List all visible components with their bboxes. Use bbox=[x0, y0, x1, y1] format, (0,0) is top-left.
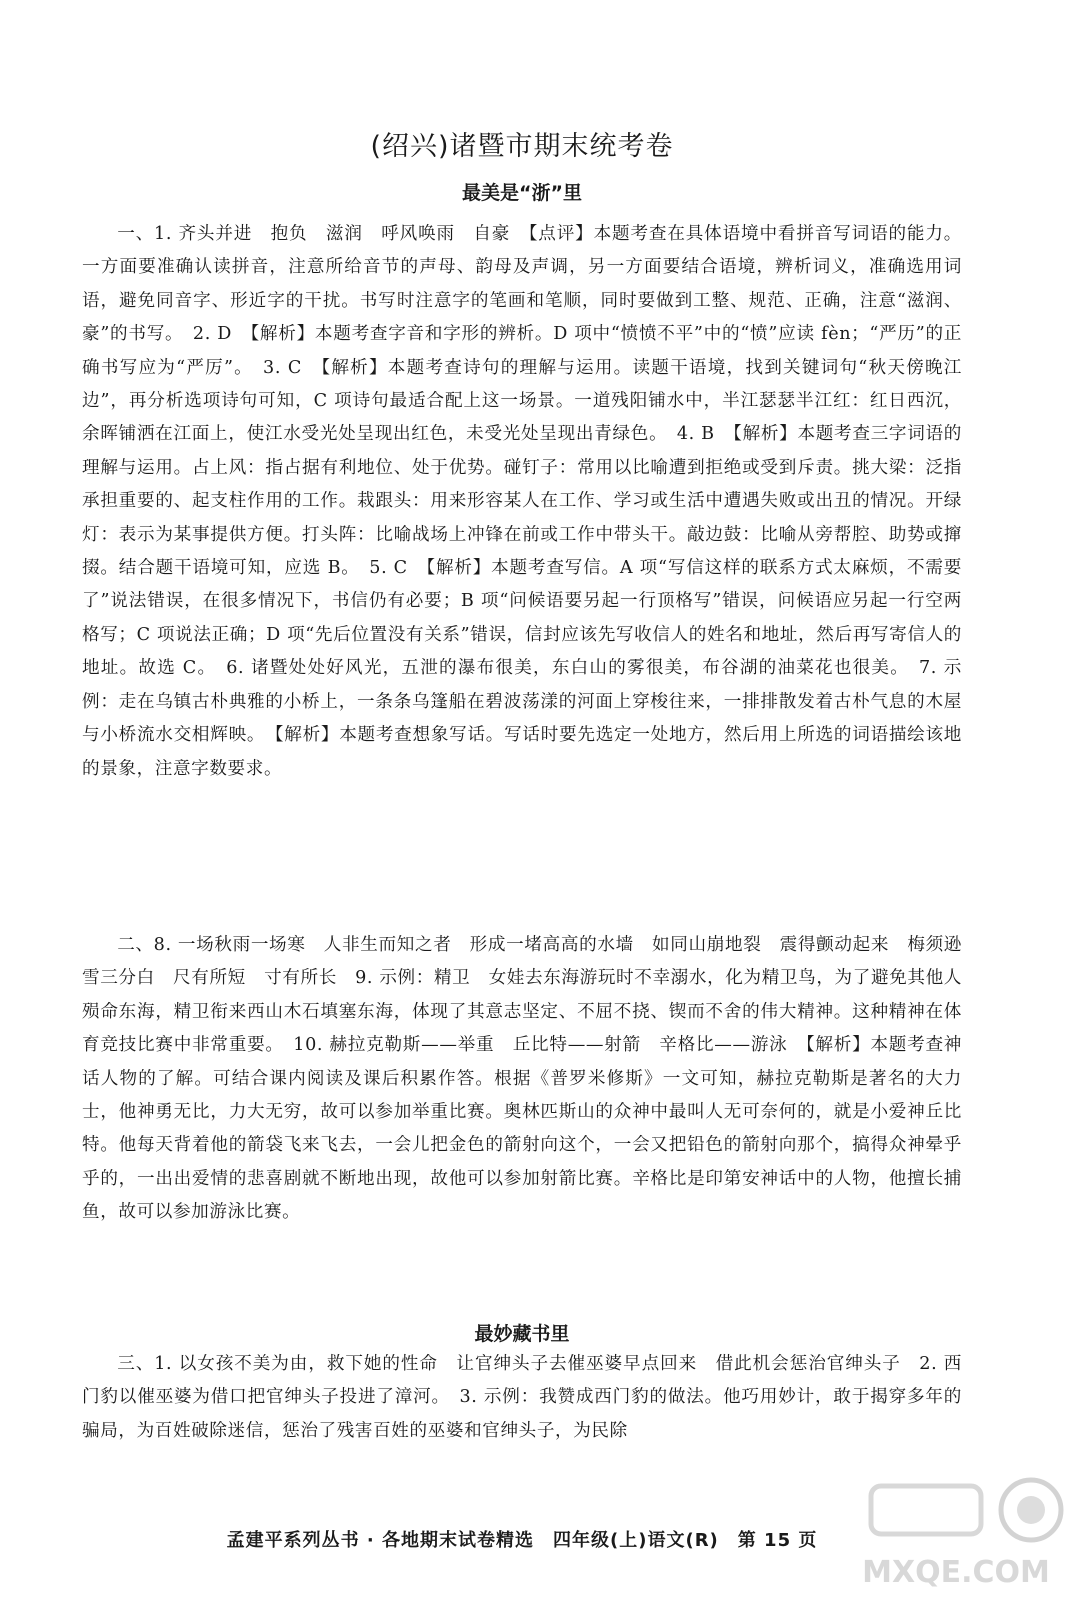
section-heading-1: 最美是“浙”里 bbox=[462, 182, 582, 204]
section-heading-2: 最妙藏书里 bbox=[474, 1323, 570, 1345]
answer-text-1: 一、1. 齐头并进 抱负 滋润 呼风唤雨 自豪 【点评】本题考查在具体语境中看拼音写词语的能力。一方面要准确认读拼音，注意所给音节的声母、韵母及声调，另一方面要结合语境，辨析词义，准确选用词语，避免同音字、形近字的干扰。书写时注意字的笔画和笔顺，同时要做到工整、规范、正确，注意“滋润、豪”的书写。 2. D 【解析】本题考查字音和字形的辨析。D 项中“愤愤不平”中的“愤”应读 fèn；“严历”的正确书写应为“严厉”。 3. C 【解析】本题考查诗句的理解与运用。读题干语境，找到关键词句“秋天傍晚江边”，再分析选项诗句可知，C 项诗句最适合配上这一场景。一道残阳铺水中，半江瑟瑟半江红：红日西沉，余晖铺洒在江面上，使江水受光处呈现出红色，未受光处呈现出青绿色。 4. B 【解析】本题考查三字词语的理解与运用。占上风：指占据有利地位、处于优势。碰钉子：常用以比喻遭到拒绝或受到斥责。挑大梁：泛指承担重要的、起支柱作用的工作。栽跟头：用来形容某人在工作、学习或生活中遭遇失败或出丑的情况。开绿灯：表示为某事提供方便。打头阵：比喻战场上冲锋在前或工作中带头干。敲边鼓：比喻从旁帮腔、助势或撺掇。结合题干语境可知，应选 B。 5. C 【解析】本题考查写信。A 项“写信这样的联系方式太麻烦，不需要了”说法错误，在很多情况下，书信仍有必要；B 项“问候语要另起一行顶格写”错误，问候语应另起一行空两格写；C 项说法正确；D 项“先后位置没有关系”错误，信封应该先写收信人的姓名和地址，然后再写寄信人的地址。故选 C。 6. 诸暨处处好风光，五泄的瀑布很美，东白山的雾很美，布谷湖的油菜花也很美。 7. 示例：走在乌镇古朴典雅的小桥上，一条条乌篷船在碧波荡漾的河面上穿梭往来，一排排散发着古朴气息的木屋与小桥流水交相辉映。 【解析】本题考查想象写话。写话时要先选定一处地方，然后用上所选的词语描绘该地的景象，注意字数要求。 bbox=[82, 224, 962, 779]
answer-paragraph-2 bbox=[82, 929, 962, 1230]
answer-text-2: 二、8. 一场秋雨一场寒 人非生而知之者 形成一堵高高的水墙 如同山崩地裂 震得颤动起来 梅须逊雪三分白 尺有所短 寸有所长 9. 示例：精卫 女娃去东海游玩时不幸溺水，化为精卫鸟，为了避免其他人殒命东海，精卫衔来西山木石填塞东海，体现了其意志坚定、不屈不挠、锲而不舍的伟大精神。这种精神在体育竞技比赛中非常重要。 10. 赫拉克勒斯——举重 丘比特——射箭 辛格比——游泳 【解析】本题考查神话人物的了解。可结合课内阅读及课后积累作答。根据《普罗米修斯》一文可知，赫拉克勒斯是著名的大力士，他神勇无比，力大无穷，故可以参加举重比赛。奥林匹斯山的众神中最叫人无可奈何的，就是小爱神丘比特。他每天背着他的箭袋飞来飞去，一会儿把金色的箭射向这个，一会又把铅色的箭射向那个，搞得众神晕乎乎的，一出出爱情的悲喜剧就不断地出现，故他可以参加射箭比赛。辛格比是印第安神话中的人物，他擅长捕鱼，故可以参加游泳比赛。 bbox=[82, 935, 962, 1223]
page-title: (绍兴)诸暨市期末统考卷 bbox=[370, 131, 674, 162]
page-footer: 孟建平系列丛书 · 各地期末试卷精选 四年级(上)语文(R) 第 15 页 bbox=[226, 1530, 818, 1551]
answer-paragraph-1 bbox=[82, 218, 962, 786]
watermark-text: MXQE.COM bbox=[862, 1555, 1050, 1590]
answer-text-3: 三、1. 以女孩不美为由，救下她的性命 让官绅头子去催巫婆早点回来 借此机会惩治官绅头子 2. 西门豹以催巫婆为借口把官绅头子投进了漳河。 3. 示例：我赞成西门豹的做法。他巧用妙计，敢于揭穿多年的骗局，为百姓破除迷信，惩治了残害百姓的巫婆和官绅头子，为民除 bbox=[82, 1354, 962, 1441]
answer-paragraph-3 bbox=[82, 1348, 962, 1448]
